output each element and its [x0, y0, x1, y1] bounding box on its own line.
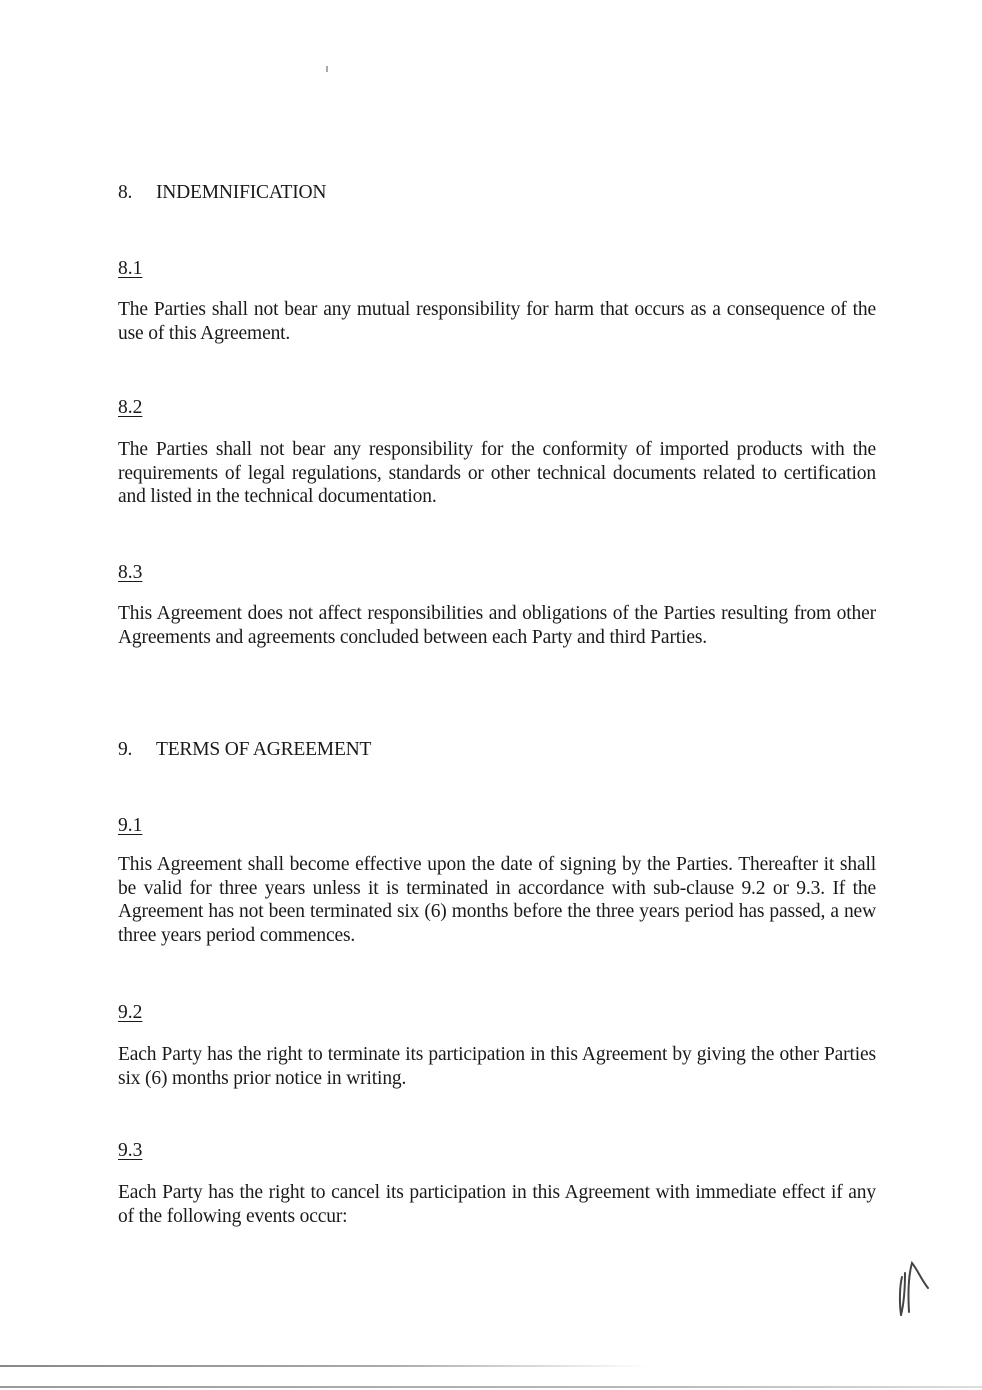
clause-text-8-3: This Agreement does not affect responsibilities and obligations of the Parties resulting from other Agreements and agreements concluded between each Party and third Parties. [118, 603, 876, 648]
section-number: 8. [118, 182, 133, 203]
clause-text-9-1: This Agreement shall become effective upon the date of signing by the Parties. Thereafter it shall be valid for three years unless it is terminated in accordance with sub-clause 9.2 or 9.3. If the Agreement has not been terminated six (6) months before the three years period has passed, a new three years period commences. [118, 854, 876, 946]
clause-text-9-2: Each Party has the right to terminate its participation in this Agreement by giving the other Parties six (6) months prior notice in writing. [118, 1044, 876, 1089]
clause-text-9-3: Each Party has the right to cancel its participation in this Agreement with immediate effect if any of the following events occur: [118, 1182, 876, 1227]
clause-number-9-1: 9.1 [118, 815, 143, 836]
scan-speck [326, 66, 328, 72]
section-title: TERMS OF AGREEMENT [156, 739, 372, 760]
section-title: INDEMNIFICATION [156, 182, 327, 203]
section-heading-indemnification [118, 182, 326, 204]
page-edge-rule [0, 1386, 982, 1388]
section-number: 9. [118, 739, 133, 760]
footer-rule [0, 1365, 650, 1367]
clause-number-9-2: 9.2 [118, 1002, 143, 1023]
signature-initials-icon [895, 1255, 955, 1325]
clause-number-8-1: 8.1 [118, 258, 143, 279]
clause-text-8-2: The Parties shall not bear any responsibility for the conformity of imported products with the requirements of legal regulations, standards or other technical documents related to certification and listed in the technical documentation. [118, 439, 876, 507]
clause-number-9-3: 9.3 [118, 1140, 143, 1161]
clause-text-8-1: The Parties shall not bear any mutual responsibility for harm that occurs as a consequence of the use of this Agreement. [118, 299, 876, 344]
section-heading-terms [118, 739, 371, 761]
clause-number-8-3: 8.3 [118, 562, 143, 583]
clause-number-8-2: 8.2 [118, 397, 143, 418]
